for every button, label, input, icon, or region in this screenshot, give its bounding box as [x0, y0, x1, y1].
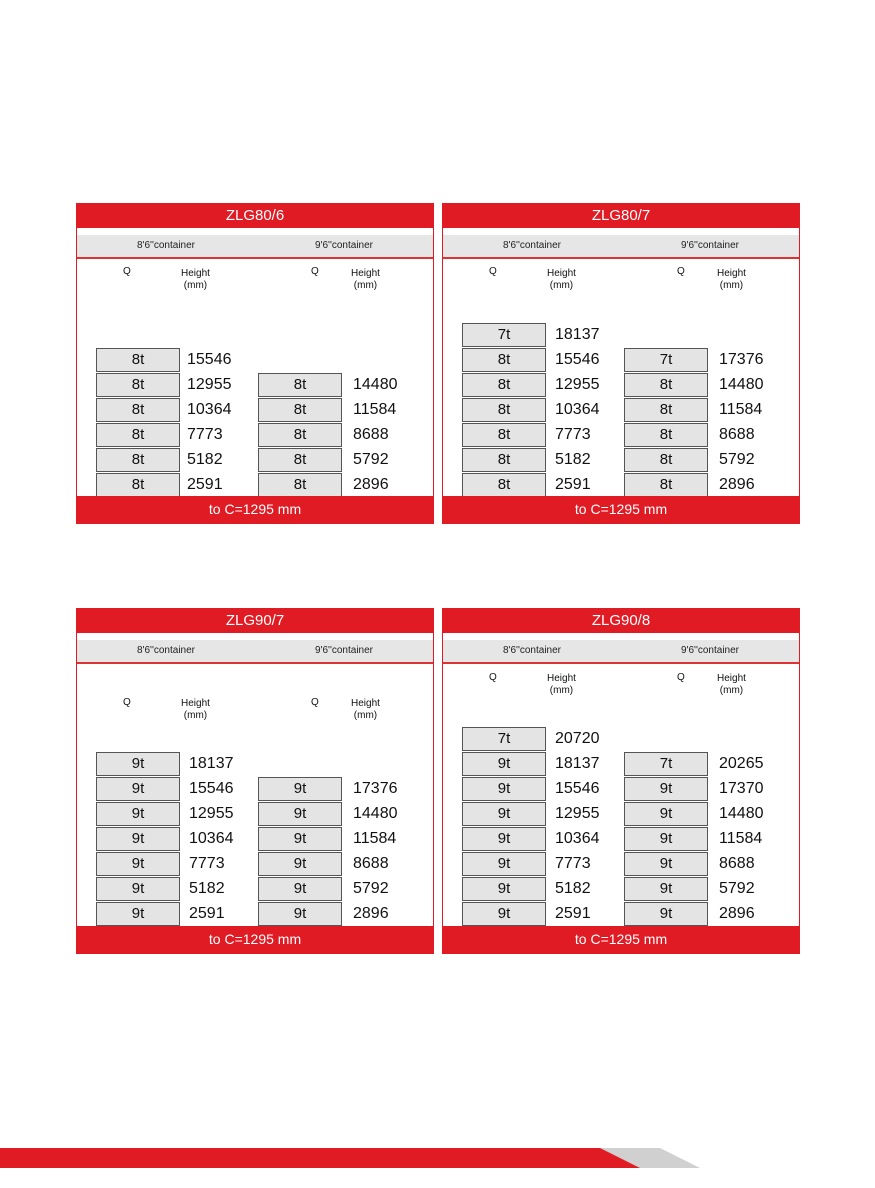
height-value: 2591: [555, 905, 591, 922]
container-subhead: [77, 640, 433, 664]
container-label-right: 9'6''container: [681, 645, 739, 656]
height-value: 8688: [353, 426, 389, 443]
q-value-box: 8t: [258, 373, 342, 397]
height-value: 5182: [187, 451, 223, 468]
container-label-left: 8'6''container: [137, 645, 195, 656]
q-value-box: 9t: [462, 802, 546, 826]
height-value: 17376: [353, 780, 398, 797]
height-value: 10364: [189, 830, 234, 847]
q-value-box: 9t: [258, 902, 342, 926]
height-value: 5792: [719, 451, 755, 468]
height-label: Height: [717, 268, 746, 279]
height-header-right: [717, 673, 746, 697]
height-value: 5792: [353, 880, 389, 897]
height-value: 14480: [719, 805, 764, 822]
height-value: 5182: [555, 880, 591, 897]
q-value-box: 7t: [462, 323, 546, 347]
height-value: 11584: [719, 401, 763, 418]
height-value: 8688: [719, 855, 755, 872]
q-header-left: Q: [123, 266, 131, 277]
height-value: 2591: [187, 476, 223, 493]
q-value-box: 9t: [96, 777, 180, 801]
panel-zlg80-6: [76, 203, 434, 524]
unit-label: (mm): [183, 280, 208, 291]
container-label-left: 8'6''container: [503, 645, 561, 656]
unit-label: (mm): [183, 710, 208, 721]
q-value-box: 9t: [258, 777, 342, 801]
unit-label: (mm): [549, 685, 574, 696]
q-value-box: 9t: [96, 902, 180, 926]
height-value: 5182: [189, 880, 225, 897]
q-value-box: 9t: [624, 902, 708, 926]
height-value: 10364: [555, 401, 600, 418]
q-value-box: 8t: [96, 448, 180, 472]
height-label: Height: [351, 698, 380, 709]
height-label: Height: [547, 673, 576, 684]
height-header-right: [351, 698, 380, 722]
q-value-box: 7t: [624, 752, 708, 776]
height-label: Height: [181, 698, 210, 709]
height-header-left: [181, 268, 210, 292]
container-subhead: [443, 235, 799, 259]
container-label-left: 8'6''container: [137, 240, 195, 251]
q-value-box: 8t: [462, 473, 546, 497]
height-label: Height: [351, 268, 380, 279]
unit-label: (mm): [719, 280, 744, 291]
panel-title: ZLG80/7: [443, 204, 799, 228]
panel-footer: to C=1295 mm: [77, 926, 433, 953]
q-value-box: 8t: [624, 423, 708, 447]
height-value: 7773: [189, 855, 225, 872]
height-value: 15546: [189, 780, 234, 797]
q-value-box: 9t: [624, 777, 708, 801]
panel-zlg90-8: [442, 608, 800, 954]
q-value-box: 8t: [462, 448, 546, 472]
height-value: 7773: [555, 855, 591, 872]
q-header-right: Q: [311, 697, 319, 708]
q-value-box: 9t: [462, 902, 546, 926]
height-header-left: [181, 698, 210, 722]
height-value: 7773: [187, 426, 223, 443]
height-value: 5792: [353, 451, 389, 468]
q-header-left: Q: [123, 697, 131, 708]
height-value: 11584: [353, 830, 397, 847]
height-value: 20265: [719, 755, 764, 772]
height-label: Height: [547, 268, 576, 279]
q-value-box: 9t: [624, 852, 708, 876]
q-value-box: 8t: [624, 448, 708, 472]
unit-label: (mm): [353, 280, 378, 291]
height-label: Height: [181, 268, 210, 279]
container-subhead: [77, 235, 433, 259]
q-value-box: 9t: [96, 827, 180, 851]
q-value-box: 9t: [96, 752, 180, 776]
panel-footer: to C=1295 mm: [443, 926, 799, 953]
q-value-box: 8t: [258, 398, 342, 422]
height-value: 14480: [353, 376, 398, 393]
q-value-box: 9t: [258, 827, 342, 851]
unit-label: (mm): [353, 710, 378, 721]
q-value-box: 9t: [96, 802, 180, 826]
panel-title: ZLG80/6: [77, 204, 433, 228]
height-value: 8688: [353, 855, 389, 872]
height-value: 8688: [719, 426, 755, 443]
height-value: 12955: [187, 376, 232, 393]
q-value-box: 8t: [462, 373, 546, 397]
height-value: 18137: [555, 326, 600, 343]
container-label-left: 8'6''container: [503, 240, 561, 251]
height-value: 11584: [353, 401, 397, 418]
height-value: 14480: [719, 376, 764, 393]
height-value: 20720: [555, 730, 600, 747]
height-value: 2896: [353, 905, 389, 922]
height-value: 17376: [719, 351, 764, 368]
q-value-box: 9t: [96, 852, 180, 876]
height-value: 2896: [719, 905, 755, 922]
height-value: 15546: [555, 780, 600, 797]
panel-footer: to C=1295 mm: [443, 496, 799, 523]
height-value: 18137: [555, 755, 600, 772]
unit-label: (mm): [549, 280, 574, 291]
q-value-box: 8t: [462, 348, 546, 372]
height-header-left: [547, 673, 576, 697]
q-value-box: 9t: [96, 877, 180, 901]
q-value-box: 9t: [462, 827, 546, 851]
height-value: 2896: [353, 476, 389, 493]
height-label: Height: [717, 673, 746, 684]
height-value: 15546: [187, 351, 232, 368]
q-value-box: 9t: [258, 852, 342, 876]
q-header-right: Q: [311, 266, 319, 277]
bottom-bar-red: [0, 1148, 640, 1168]
height-value: 5792: [719, 880, 755, 897]
panel-title: ZLG90/7: [77, 609, 433, 633]
height-header-right: [351, 268, 380, 292]
container-subhead: [443, 640, 799, 664]
q-value-box: 8t: [96, 373, 180, 397]
q-value-box: 9t: [462, 752, 546, 776]
q-value-box: 8t: [96, 398, 180, 422]
q-value-box: 7t: [462, 727, 546, 751]
q-value-box: 8t: [96, 348, 180, 372]
panel-title: ZLG90/8: [443, 609, 799, 633]
height-value: 11584: [719, 830, 763, 847]
q-value-box: 9t: [462, 852, 546, 876]
height-value: 17370: [719, 780, 764, 797]
q-value-box: 9t: [624, 877, 708, 901]
height-value: 18137: [189, 755, 234, 772]
q-value-box: 8t: [258, 423, 342, 447]
height-value: 2591: [189, 905, 225, 922]
q-value-box: 8t: [624, 373, 708, 397]
q-value-box: 8t: [96, 423, 180, 447]
q-value-box: 9t: [462, 877, 546, 901]
container-label-right: 9'6''container: [315, 645, 373, 656]
panel-footer: to C=1295 mm: [77, 496, 433, 523]
q-value-box: 9t: [624, 802, 708, 826]
height-value: 12955: [189, 805, 234, 822]
q-value-box: 8t: [258, 448, 342, 472]
height-value: 12955: [555, 376, 600, 393]
q-value-box: 8t: [624, 473, 708, 497]
height-value: 15546: [555, 351, 600, 368]
q-value-box: 8t: [624, 398, 708, 422]
height-value: 14480: [353, 805, 398, 822]
container-label-right: 9'6''container: [681, 240, 739, 251]
q-header-left: Q: [489, 266, 497, 277]
q-header-right: Q: [677, 672, 685, 683]
q-value-box: 8t: [258, 473, 342, 497]
height-value: 5182: [555, 451, 591, 468]
q-value-box: 8t: [96, 473, 180, 497]
q-value-box: 8t: [462, 398, 546, 422]
height-value: 10364: [187, 401, 232, 418]
height-header-right: [717, 268, 746, 292]
panel-zlg90-7: [76, 608, 434, 954]
height-value: 10364: [555, 830, 600, 847]
q-value-box: 7t: [624, 348, 708, 372]
q-header-left: Q: [489, 672, 497, 683]
bottom-accent-bar: [0, 1148, 700, 1168]
q-value-box: 9t: [258, 802, 342, 826]
height-header-left: [547, 268, 576, 292]
q-value-box: 9t: [462, 777, 546, 801]
panel-zlg80-7: [442, 203, 800, 524]
q-value-box: 9t: [624, 827, 708, 851]
height-value: 12955: [555, 805, 600, 822]
q-value-box: 8t: [462, 423, 546, 447]
height-value: 2591: [555, 476, 591, 493]
q-value-box: 9t: [258, 877, 342, 901]
height-value: 7773: [555, 426, 591, 443]
q-header-right: Q: [677, 266, 685, 277]
container-label-right: 9'6''container: [315, 240, 373, 251]
height-value: 2896: [719, 476, 755, 493]
unit-label: (mm): [719, 685, 744, 696]
